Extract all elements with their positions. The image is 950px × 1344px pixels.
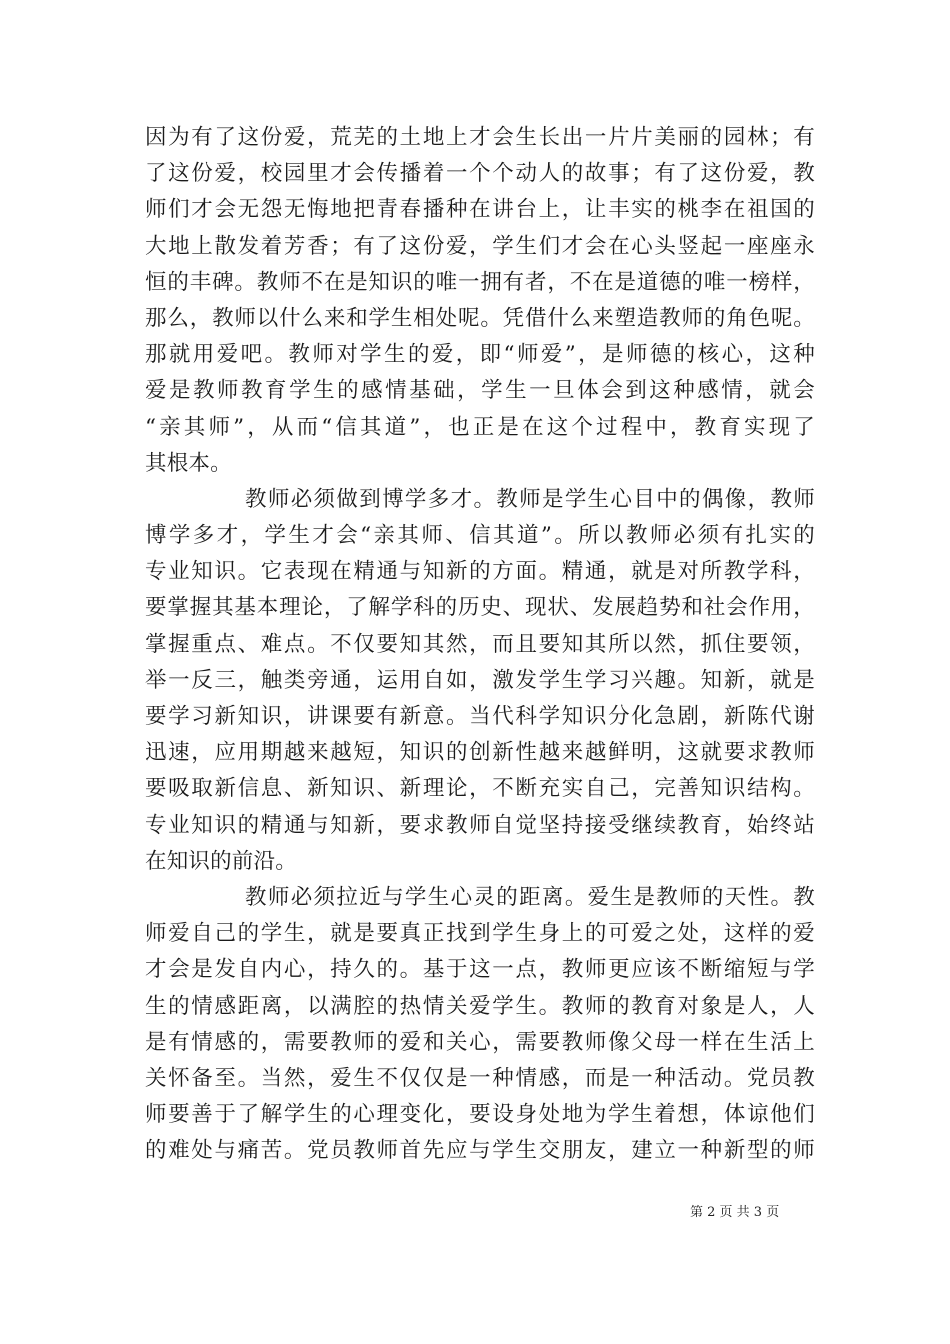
text-line: 要学习新知识，讲课要有新意。当代科学知识分化急剧，新陈代谢 [145, 704, 815, 729]
paragraph-erudition [145, 482, 815, 880]
text-line: 教师必须做到博学多才。教师是学生心目中的偶像，教师 [245, 486, 815, 512]
text-line: 迅速，应用期越来越短，知识的创新性越来越鲜明，这就要求教师 [145, 740, 815, 766]
text-line: 掌握重点、难点。不仅要知其然，而且要知其所以然，抓住要领， [145, 631, 815, 657]
text-line: 是有情感的，需要教师的爱和关心，需要教师像父母一样在生活上 [145, 1029, 815, 1055]
text-line: 专业知识的精通与知新，要求教师自觉坚持接受继续教育，始终站 [145, 812, 815, 838]
text-line: “亲其师”，从而“信其道”，也正是在这个过程中，教育实现了 [145, 414, 815, 440]
text-line: 在知识的前沿。 [145, 848, 297, 874]
text-line: 要吸取新信息、新知识、新理论，不断充实自己，完善知识结构。 [145, 776, 815, 802]
text-line: 那么，教师以什么来和学生相处呢。凭借什么来塑造教师的角色呢。 [145, 305, 815, 331]
text-line: 关怀备至。当然，爱生不仅仅是一种情感，而是一种活动。党员教 [145, 1065, 815, 1091]
paragraph-love [145, 120, 815, 482]
text-line: 生的情感距离，以满腔的热情关爱学生。教师的教育对象是人，人 [145, 993, 815, 1019]
text-line: 因为有了这份爱，荒芜的土地上才会生长出一片片美丽的园林；有 [145, 125, 815, 150]
text-line: 了这份爱，校园里才会传播着一个个动人的故事；有了这份爱，教 [145, 161, 815, 187]
text-line: 才会是发自内心，持久的。基于这一点，教师更应该不断缩短与学 [145, 957, 815, 983]
document-body [145, 120, 815, 1169]
text-line: 要掌握其基本理论，了解学科的历史、现状、发展趋势和社会作用， [145, 595, 815, 621]
text-line: 专业知识。它表现在精通与知新的方面。精通，就是对所教学科， [145, 559, 815, 585]
text-line: 师爱自己的学生，就是要真正找到学生身上的可爱之处，这样的爱 [145, 921, 815, 947]
text-line: 恒的丰碑。教师不在是知识的唯一拥有者，不在是道德的唯一榜样， [145, 269, 815, 295]
text-line: 的难处与痛苦。党员教师首先应与学生交朋友，建立一种新型的师 [145, 1138, 815, 1164]
text-line: 博学多才，学生才会“亲其师、信其道”。所以教师必须有扎实的 [145, 523, 815, 549]
text-line: 其根本。 [145, 450, 232, 476]
text-line: 师们才会无怨无悔地把青春播种在讲台上，让丰实的桃李在祖国的 [145, 197, 815, 223]
text-line: 那就用爱吧。教师对学生的爱，即“师爱”，是师德的核心，这种 [145, 342, 815, 368]
page-number-footer: 第 2 页 共 3 页 [690, 1205, 780, 1220]
text-line: 师要善于了解学生的心理变化，要设身处地为学生着想，体谅他们 [145, 1102, 815, 1128]
text-line: 教师必须拉近与学生心灵的距离。爱生是教师的天性。教 [245, 884, 815, 910]
text-line: 大地上散发着芳香；有了这份爱，学生们才会在心头竖起一座座永 [145, 233, 815, 259]
paragraph-closeness [145, 880, 815, 1170]
text-line: 爱是教师教育学生的感情基础，学生一旦体会到这种感情，就会 [145, 378, 815, 404]
text-line: 举一反三，触类旁通，运用自如，激发学生学习兴趣。知新，就是 [145, 667, 815, 693]
